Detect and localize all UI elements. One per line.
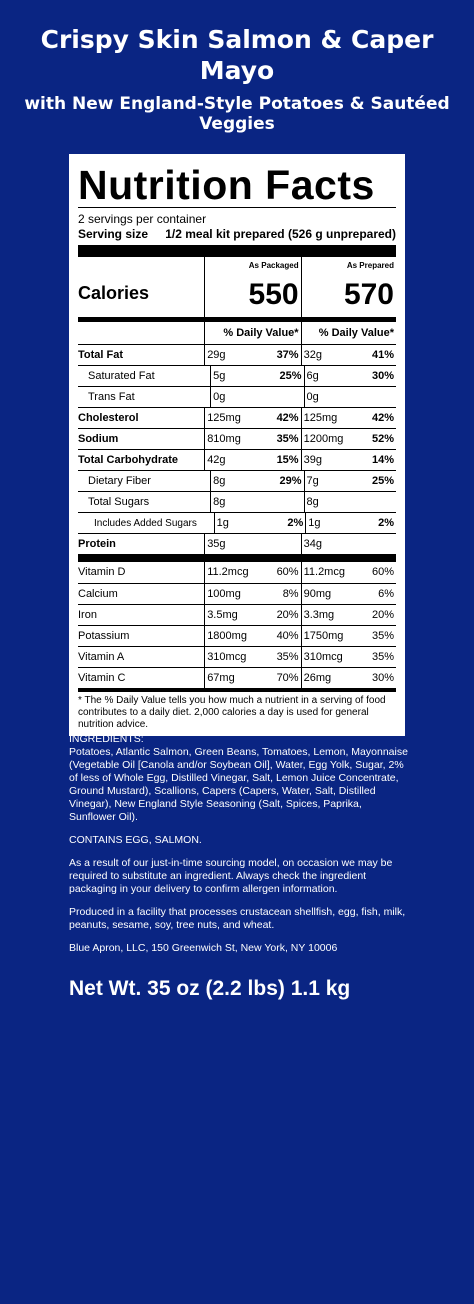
- prepared-cell: [301, 408, 396, 428]
- prepared-amount: 3.3mg: [303, 609, 335, 621]
- vitamin-row: [78, 625, 396, 646]
- packaged-dv: 60%: [276, 566, 299, 578]
- packaged-amount: 125mg: [207, 412, 241, 424]
- prepared-amount: 0g: [306, 391, 319, 403]
- nutrition-facts-label: [69, 154, 405, 736]
- packaged-cell: [204, 534, 300, 554]
- prepared-dv: 2%: [378, 517, 394, 529]
- prepared-cell: [301, 626, 396, 646]
- prepared-cell: [301, 534, 396, 554]
- divider-thick: [78, 245, 396, 257]
- prepared-dv: 20%: [371, 609, 394, 621]
- vitamin-name: Iron: [78, 609, 97, 621]
- prepared-amount: 1750mg: [303, 630, 344, 642]
- prepared-amount: 39g: [303, 454, 322, 466]
- packaged-amount: 100mg: [207, 588, 241, 600]
- packaged-cell: [210, 366, 303, 386]
- nutrient-row: [78, 512, 396, 533]
- nutrient-row: [78, 533, 396, 554]
- packaged-dv: 8%: [282, 588, 299, 600]
- footnote: * The % Daily Value tells you how much a nutrient in a serving of food contributes to a daily diet. 2,000 calories a day is used for general nutrition advice.: [78, 688, 396, 735]
- packaged-dv: 25%: [279, 370, 302, 382]
- packaged-cell: [204, 647, 300, 667]
- packaged-amount: 3.5mg: [207, 609, 238, 621]
- vitamin-name: Vitamin D: [78, 566, 126, 578]
- nutrient-name: Total Fat: [78, 349, 124, 361]
- nutrient-row: [78, 344, 396, 365]
- col-header-packaged: As Packaged: [248, 261, 299, 270]
- nutrient-name: Sodium: [78, 433, 119, 445]
- nutrient-row: [78, 386, 396, 407]
- calories-packaged-col: [204, 257, 300, 317]
- prepared-amount: 6g: [306, 370, 319, 382]
- packaged-dv: 42%: [276, 412, 299, 424]
- prepared-cell: [304, 471, 396, 491]
- packaged-amount: 1g: [216, 517, 229, 529]
- nutrient-row: [78, 470, 396, 491]
- vitamin-name: Potassium: [78, 630, 130, 642]
- dv-header-prepared: % Daily Value*: [301, 322, 396, 344]
- prepared-cell: [301, 584, 396, 604]
- packaged-amount: 5g: [213, 370, 226, 382]
- calories-packaged: 550: [248, 278, 299, 311]
- nutrient-row: [78, 365, 396, 386]
- packaged-cell: [210, 471, 303, 491]
- packaged-dv: 40%: [276, 630, 299, 642]
- header: [0, 0, 474, 134]
- serving-size-row: [78, 226, 396, 245]
- packaged-amount: 810mg: [207, 433, 241, 445]
- vitamin-name: Vitamin C: [78, 672, 126, 684]
- recipe-subtitle: with New England-Style Potatoes & Sautéed Veggies: [24, 94, 450, 134]
- vitamin-name: Calcium: [78, 588, 118, 600]
- packaged-amount: 67mg: [207, 672, 235, 684]
- packaged-dv: 37%: [276, 349, 299, 361]
- divider-thick: [78, 554, 396, 562]
- packaged-dv: 29%: [279, 475, 302, 487]
- prepared-amount: 8g: [306, 496, 319, 508]
- packaged-cell: [210, 492, 303, 512]
- prepared-dv: 52%: [371, 433, 394, 445]
- prepared-cell: [301, 647, 396, 667]
- prepared-cell: [304, 492, 396, 512]
- calories-row: [78, 257, 396, 317]
- servings-per-container: 2 servings per container: [78, 212, 207, 226]
- nutrient-name: Dietary Fiber: [88, 475, 151, 487]
- sourcing-note: As a result of our just-in-time sourcing model, on occasion we may be required to substitute an ingredient. Always check the ingredient packaging in your delivery to confirm allergen information.: [69, 857, 393, 895]
- prepared-dv: 25%: [371, 475, 394, 487]
- prepared-cell: [301, 605, 396, 625]
- packaged-cell: [204, 668, 300, 688]
- packaged-cell: [204, 450, 300, 470]
- vitamin-row: [78, 583, 396, 604]
- prepared-amount: 26mg: [303, 672, 332, 684]
- facility-note: Produced in a facility that processes crustacean shellfish, egg, fish, milk, peanuts, sesame, soy, tree nuts, and wheat.: [69, 906, 406, 931]
- packaged-cell: [210, 387, 303, 407]
- prepared-cell: [305, 513, 396, 533]
- col-header-prepared: As Prepared: [346, 261, 394, 270]
- packaged-dv: 35%: [276, 651, 299, 663]
- packaged-dv: 2%: [287, 517, 304, 529]
- packaged-dv: 20%: [276, 609, 299, 621]
- packaged-amount: 35g: [207, 538, 226, 550]
- nutrient-row: [78, 428, 396, 449]
- net-weight: Net Wt. 35 oz (2.2 lbs) 1.1 kg: [69, 977, 351, 1000]
- packaged-dv: 35%: [276, 433, 299, 445]
- packaged-amount: 42g: [207, 454, 226, 466]
- vitamin-list: [78, 562, 396, 688]
- recipe-title: Crispy Skin Salmon & Caper Mayo: [40, 25, 434, 85]
- dv-header-packaged: % Daily Value*: [204, 322, 300, 344]
- vitamin-name: Vitamin A: [78, 651, 125, 663]
- allergen-contains: CONTAINS EGG, SALMON.: [69, 834, 202, 846]
- packaged-cell: [204, 626, 300, 646]
- prepared-dv: 30%: [371, 672, 394, 684]
- prepared-amount: 11.2mcg: [303, 566, 345, 578]
- prepared-amount: 7g: [306, 475, 319, 487]
- prepared-dv: 60%: [371, 566, 394, 578]
- vitamin-row: [78, 646, 396, 667]
- packaged-amount: 0g: [213, 391, 226, 403]
- packaged-dv: 70%: [276, 672, 299, 684]
- calories-label: Calories: [78, 283, 150, 303]
- serving-size-value: 1/2 meal kit prepared (526 g unprepared): [165, 227, 396, 241]
- prepared-amount: 90mg: [303, 588, 332, 600]
- prepared-amount: 32g: [303, 349, 322, 361]
- prepared-amount: 1g: [308, 517, 321, 529]
- prepared-cell: [301, 562, 396, 583]
- packaged-cell: [204, 605, 300, 625]
- packaged-cell: [204, 429, 300, 449]
- prepared-dv: 14%: [371, 454, 394, 466]
- prepared-cell: [301, 345, 396, 365]
- prepared-cell: [301, 450, 396, 470]
- company-address: Blue Apron, LLC, 150 Greenwich St, New York, NY 10006: [69, 942, 338, 954]
- prepared-dv: 35%: [371, 630, 394, 642]
- packaged-amount: 8g: [213, 475, 226, 487]
- nutrient-name: Total Carbohydrate: [78, 454, 179, 466]
- prepared-dv: 41%: [371, 349, 394, 361]
- nutrient-list: [78, 344, 396, 554]
- prepared-dv: 42%: [371, 412, 394, 424]
- packaged-cell: [204, 562, 300, 583]
- packaged-amount: 29g: [207, 349, 226, 361]
- packaged-amount: 8g: [213, 496, 226, 508]
- packaged-cell: [214, 513, 306, 533]
- prepared-cell: [304, 366, 396, 386]
- vitamin-row: [78, 562, 396, 583]
- prepared-amount: 125mg: [303, 412, 338, 424]
- nutrient-name: Total Sugars: [88, 496, 150, 508]
- calories-prepared: 570: [343, 278, 394, 311]
- vitamin-row: [78, 667, 396, 688]
- prepared-cell: [301, 668, 396, 688]
- calories-prepared-col: [301, 257, 396, 317]
- packaged-cell: [204, 408, 300, 428]
- serving-size-label: Serving size: [78, 227, 149, 241]
- prepared-cell: [304, 387, 396, 407]
- nutrient-name: Protein: [78, 538, 116, 550]
- nutrition-facts-heading: Nutrition Facts: [78, 162, 375, 208]
- prepared-dv: 30%: [371, 370, 394, 382]
- product-info: [69, 733, 409, 965]
- packaged-amount: 1800mg: [207, 630, 247, 642]
- ingredients-heading: INGREDIENTS:: [69, 733, 144, 745]
- packaged-dv: 15%: [276, 454, 299, 466]
- vitamin-row: [78, 604, 396, 625]
- daily-value-header-row: [78, 322, 396, 344]
- prepared-cell: [301, 429, 396, 449]
- prepared-amount: 1200mg: [303, 433, 344, 445]
- nutrient-name: Trans Fat: [88, 391, 135, 403]
- packaged-amount: 11.2mcg: [207, 566, 249, 578]
- nutrient-name: Saturated Fat: [88, 370, 155, 382]
- prepared-amount: 34g: [303, 538, 322, 550]
- packaged-cell: [204, 584, 300, 604]
- nutrient-row: [78, 449, 396, 470]
- packaged-cell: [204, 345, 300, 365]
- nutrient-row: [78, 491, 396, 512]
- prepared-amount: 310mcg: [303, 651, 343, 663]
- ingredients-text: Potatoes, Atlantic Salmon, Green Beans, Tomatoes, Lemon, Mayonnaise (Vegetable Oil [Canola and/or Soybean Oil], Water, Egg Yolk, Sugar, 2% of less of Whole Egg, Distilled Vinegar, Salt, Lemon Juice Concentrate, Ground Mustard), Scallions, Capers (Capers, Water, Salt, Distilled Vinegar), New England Style Seasoning (Salt, Spices, Paprika, Sunflower Oil).: [69, 746, 408, 823]
- prepared-dv: 6%: [378, 588, 394, 600]
- nutrient-name: Includes Added Sugars: [94, 518, 197, 529]
- prepared-dv: 35%: [371, 651, 394, 663]
- nutrient-row: [78, 407, 396, 428]
- nutrient-name: Cholesterol: [78, 412, 139, 424]
- packaged-amount: 310mcg: [207, 651, 247, 663]
